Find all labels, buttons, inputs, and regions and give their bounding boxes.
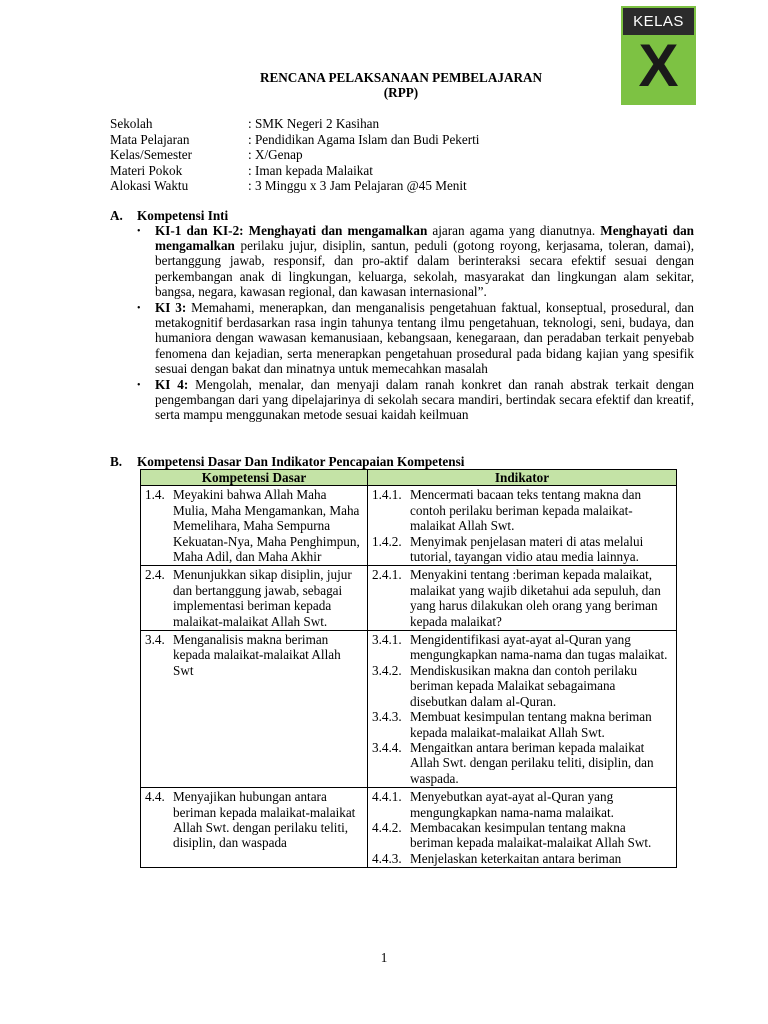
indicator-entry [372,851,672,866]
identity-value: : SMK Negeri 2 Kasihan [248,116,380,131]
kd-cell [141,788,368,868]
ki-body: perilaku jujur, disiplin, santun, peduli (gotong royong, kerjasama, toleran, damai), bertanggung jawab, responsif, dan pro-aktif dalam berinteraksi secara efektif sesuai dengan perkembangan anak di lingkungan, keluarga, sekolah, masyarakat dan lingkungan alam sekitar, bangsa, negara, kawasan regional, dan kawasan internasional”. [155,238,694,299]
identity-value: : Iman kepada Malaikat [248,162,373,178]
indicator-number: 3.4.2. [372,662,402,678]
page-number: 1 [380,950,388,965]
class-badge-grade: X [638,32,679,99]
kd-entry [145,789,363,851]
kd-cell [141,486,368,566]
table-row [141,631,677,788]
kd-text: Menunjukkan sikap disiplin, jujur dan bertanggung jawab, sebagai implementasi beriman kepada malaikat-malaikat Allah Swt. [173,567,352,629]
indicator-number: 4.4.2. [372,819,402,835]
ki-emphasis: Menghayati dan mengamalkan [155,223,695,254]
indicator-cell [368,631,677,788]
table-row [141,486,677,566]
section-letter: A. [110,208,123,223]
kd-cell [141,566,368,631]
section-title: Kompetensi Inti [137,208,229,223]
indicator-entry [372,740,672,786]
identity-block [110,116,479,194]
identity-value: : 3 Minggu x 3 Jam Pelajaran @45 Menit [248,178,467,193]
table-row [141,788,677,868]
section-b-heading [110,454,464,469]
indicator-text: Membacakan kesimpulan tentang makna beriman kepada malaikat-malaikat Allah Swt. [410,819,652,851]
ki-lead: KI 3: [155,300,187,316]
indicator-number: 2.4.1. [372,567,402,583]
ki-body: Mengolah, menalar, dan menyaji dalam ranah konkret dan ranah abstrak terkait dengan pengembangan dari yang dipelajarinya di sekolah secara mandiri, bertindak secara efektif dan kreatif, serta mampu menggunakan metode sesuai kaidah keilmuan [155,377,694,423]
identity-value: : X/Genap [248,147,303,162]
indicator-entry [372,789,672,820]
kd-entry [145,632,363,678]
kd-text: Meyakini bahwa Allah Maha Mulia, Maha Mengamankan, Maha Memelihara, Maha Sempurna Kekuatan-Nya, Maha Penghimpun, Maha Adil, dan Maha Akhir [173,487,360,565]
section-letter: B. [110,454,123,469]
kd-entry [145,567,363,629]
table-header-row [141,470,677,486]
identity-row-school [110,116,479,132]
identity-row-class [110,147,479,163]
kd-text: Menyajikan hubungan antara beriman kepada malaikat-malaikat Allah Swt. dengan perilaku teliti, disiplin, dan waspada [173,789,356,851]
section-title: Kompetensi Dasar Dan Indikator Pencapaian Kompetensi [137,454,465,469]
indicator-number: 4.4.1. [372,789,402,805]
indicator-text: Menyebutkan ayat-ayat al-Quran yang mengungkapkan nama-nama malaikat. [410,789,614,820]
indicator-number: 4.4.3. [372,850,402,866]
kd-number: 1.4. [145,487,165,503]
indicator-entry [372,663,672,709]
ki-emphasis: Menghayati dan mengamalkan [248,223,428,238]
indicator-entry [372,632,672,663]
ki-body: ajaran agama yang dianutnya. [427,223,601,238]
column-header-kd: Kompetensi Dasar [141,470,368,486]
table-row [141,566,677,631]
indicator-number: 1.4.2. [372,533,402,549]
identity-label: Kelas/Semester [110,147,193,162]
competence-table [140,469,677,868]
indicator-entry [372,487,672,533]
core-competence-list [137,223,694,424]
kd-entry [145,487,363,564]
identity-value: : Pendidikan Agama Islam dan Budi Pekerti [248,131,480,147]
indicator-cell [368,486,677,566]
ki-text [155,223,694,299]
ki-text [155,377,694,423]
list-item [137,377,694,423]
column-header-indicator: Indikator [368,470,677,486]
indicator-text: Menyimak penjelasan materi di atas melalui tutorial, tayangan vidio atau media lainnya. [410,533,644,565]
indicator-cell [368,788,677,868]
indicator-number: 3.4.3. [372,709,402,725]
document-title: RENCANA PELAKSANAAN PEMBELAJARAN [259,70,543,85]
kd-number: 3.4. [145,632,165,648]
kd-number: 2.4. [145,567,165,583]
indicator-text: Mencermati bacaan teks tentang makna dan contoh perilaku beriman kepada malaikat-malaikat Allah Swt. [410,487,642,534]
indicator-number: 3.4.4. [372,739,402,755]
list-item [137,300,694,376]
indicator-cell [368,566,677,631]
indicator-entry [372,709,672,740]
indicator-text: Menyakini tentang :beriman kepada malaikat, malaikat yang wajib diketahui ada sepuluh, dan yang harus dilakukan oleh orang yang beriman kepada malaikat? [410,567,661,629]
bullet-icon: • [137,303,141,315]
indicator-text: Menjelaskan keterkaitan antara beriman [410,850,622,866]
identity-row-topic [110,163,479,179]
kd-number: 4.4. [145,789,165,805]
list-item [137,223,694,299]
ki-lead: KI 4: [155,377,189,393]
bullet-icon: • [137,380,141,392]
indicator-text: Mengaitkan antara beriman kepada malaikat Allah Swt. dengan perilaku teliti, disiplin, dan waspada. [410,739,654,786]
identity-label: Sekolah [110,116,153,131]
document-subtitle: (RPP) [383,85,419,100]
indicator-entry [372,567,672,629]
identity-label: Alokasi Waktu [110,178,189,193]
identity-row-subject [110,132,479,148]
identity-label: Materi Pokok [110,162,183,178]
indicator-text: Mengidentifikasi ayat-ayat al-Quran yang mengungkapkan nama-nama dan tugas malaikat. [410,632,668,663]
kd-text: Menganalisis makna beriman kepada malaikat-malaikat Allah Swt [173,632,341,678]
indicator-number: 1.4.1. [372,487,402,503]
indicator-number: 3.4.1. [372,632,402,648]
kd-cell [141,631,368,788]
ki-body: Memahami, menerapkan, dan menganalisis pengetahuan faktual, konseptual, prosedural, dan metakognitif berdasarkan rasa ingin tahunya tentang ilmu pengetahuan, teknologi, seni, budaya, dan humaniora dengan wawasan kemanusiaan, kebangsaan, kenegaraan, dan peradaban terkait penyebab fenomena dan kejadian, serta menerapkan pengetahuan prosedural pada bidang kajian yang spesifik sesuai dengan bakat dan minatnya untuk memecahkan masalah [155,300,695,376]
ki-text [155,300,694,376]
indicator-entry [372,534,672,565]
identity-label: Mata Pelajaran [110,131,190,147]
class-badge-label: KELAS [623,8,694,35]
indicator-text: Membuat kesimpulan tentang makna beriman kepada malaikat-malaikat Allah Swt. [410,709,652,740]
ki-lead: KI-1 dan KI-2: [155,223,244,238]
indicator-text: Mendiskusikan makna dan contoh perilaku beriman kepada Malaikat sebagaimana disebutkan dalam al-Quran. [410,662,638,709]
bullet-icon: • [137,226,141,237]
section-a-heading [110,208,228,223]
indicator-entry [372,820,672,851]
identity-row-time [110,178,479,194]
